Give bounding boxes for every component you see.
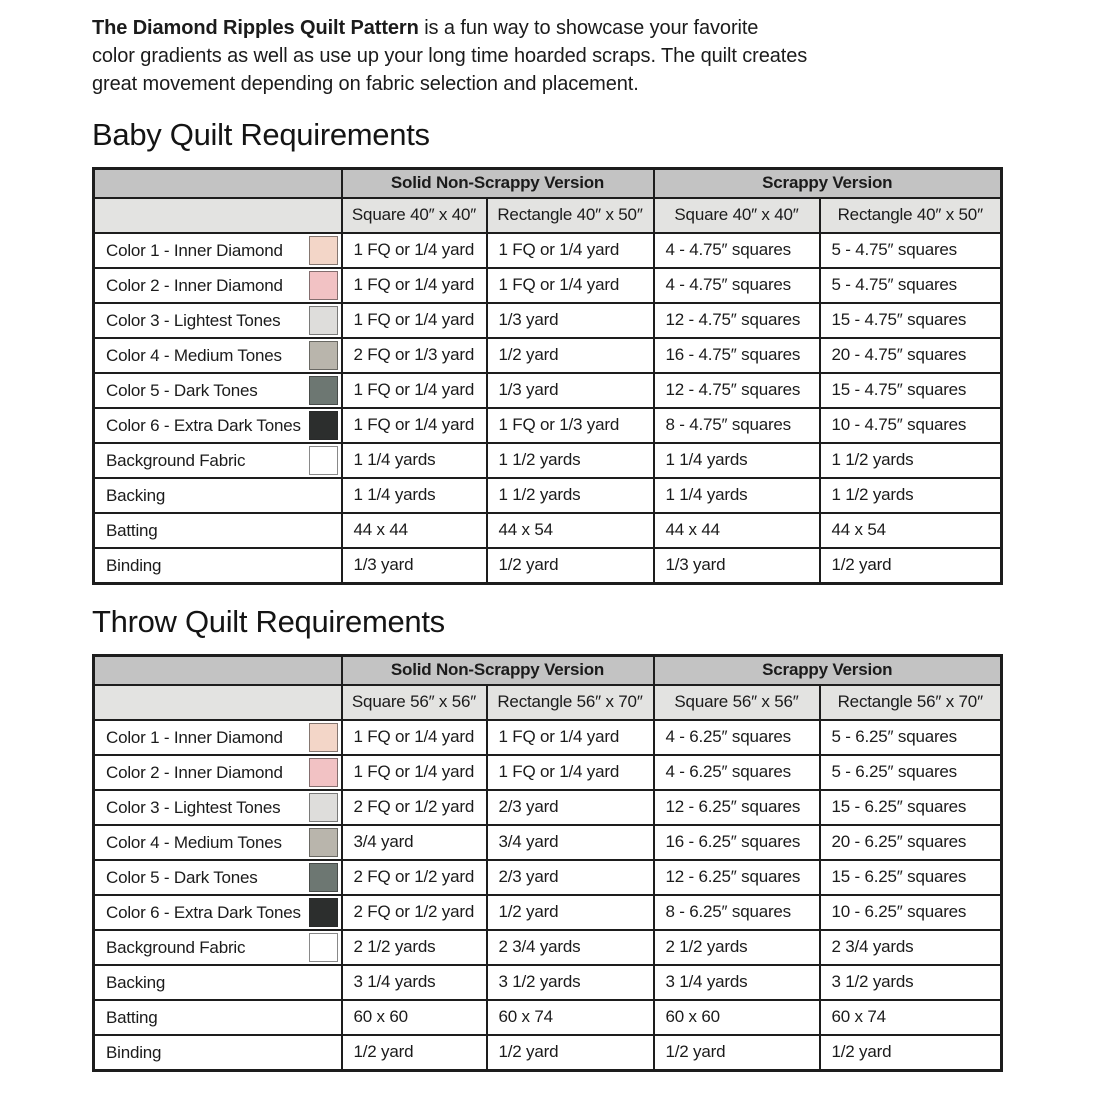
table-row <box>94 478 1002 513</box>
value-cell: 2 FQ or 1/2 yard <box>342 860 487 895</box>
row-label-wrap <box>106 515 338 546</box>
row-label: Backing <box>106 972 166 992</box>
row-label-cell <box>94 513 342 548</box>
value-cell: 1/2 yard <box>820 548 1002 584</box>
quilt-requirements-section <box>92 117 1008 585</box>
value-cell: 15 - 6.25″ squares <box>820 790 1002 825</box>
row-label-cell <box>94 443 342 478</box>
value-cell: 12 - 6.25″ squares <box>654 860 820 895</box>
value-cell: 60 x 74 <box>820 1000 1002 1035</box>
value-cell: 60 x 60 <box>654 1000 820 1035</box>
value-cell: 1/3 yard <box>654 548 820 584</box>
row-label-wrap <box>106 862 338 893</box>
row-label-cell <box>94 755 342 790</box>
value-cell: 2/3 yard <box>487 790 654 825</box>
value-cell: 15 - 4.75″ squares <box>820 303 1002 338</box>
value-cell: 4 - 4.75″ squares <box>654 233 820 268</box>
value-cell: 1/3 yard <box>487 373 654 408</box>
row-label-wrap <box>106 445 338 476</box>
row-label-cell <box>94 233 342 268</box>
fabric-color-swatch <box>309 271 338 300</box>
value-cell: 44 x 44 <box>654 513 820 548</box>
value-cell: 4 - 6.25″ squares <box>654 755 820 790</box>
row-label-cell <box>94 338 342 373</box>
fabric-color-swatch <box>309 376 338 405</box>
value-cell: 1 1/4 yards <box>654 443 820 478</box>
value-cell: 4 - 6.25″ squares <box>654 720 820 755</box>
table-row <box>94 1000 1002 1035</box>
row-label: Background Fabric <box>106 450 246 470</box>
value-cell: 2 1/2 yards <box>342 930 487 965</box>
fabric-color-swatch <box>309 341 338 370</box>
value-cell: 1/2 yard <box>487 895 654 930</box>
value-cell: 1/2 yard <box>487 338 654 373</box>
row-label-cell <box>94 548 342 584</box>
table-row <box>94 443 1002 478</box>
row-label: Binding <box>106 555 162 575</box>
value-cell: 1 FQ or 1/4 yard <box>487 268 654 303</box>
row-label-cell <box>94 965 342 1000</box>
table-row <box>94 720 1002 755</box>
table-row <box>94 233 1002 268</box>
row-label-wrap <box>106 967 338 998</box>
value-cell: 1 FQ or 1/4 yard <box>342 720 487 755</box>
fabric-color-swatch <box>309 933 338 962</box>
row-label-wrap <box>106 305 338 336</box>
section-heading: Throw Quilt Requirements <box>92 604 445 639</box>
value-cell: 2 1/2 yards <box>654 930 820 965</box>
value-cell: 2 FQ or 1/2 yard <box>342 895 487 930</box>
row-label-wrap <box>106 235 338 266</box>
size-column-header: Square 40″ x 40″ <box>654 198 820 233</box>
value-cell: 2 FQ or 1/2 yard <box>342 790 487 825</box>
row-label-cell <box>94 1035 342 1071</box>
size-header-row <box>94 198 1002 233</box>
intro-line1: is a fun way to showcase your favorite <box>418 17 759 39</box>
row-label: Color 2 - Inner Diamond <box>106 762 283 782</box>
size-column-header: Square 40″ x 40″ <box>342 198 487 233</box>
value-cell: 16 - 4.75″ squares <box>654 338 820 373</box>
row-label: Color 2 - Inner Diamond <box>106 275 283 295</box>
intro-line2: color gradients as well as use up your long time hoarded scraps. The quilt creates <box>92 45 808 67</box>
table-row <box>94 790 1002 825</box>
requirements-table <box>92 167 1003 585</box>
row-label-wrap <box>106 550 338 581</box>
value-cell: 1/2 yard <box>487 548 654 584</box>
table-row <box>94 513 1002 548</box>
value-cell: 1 FQ or 1/4 yard <box>342 268 487 303</box>
row-label: Batting <box>106 520 158 540</box>
value-cell: 1 1/2 yards <box>487 443 654 478</box>
section-heading: Baby Quilt Requirements <box>92 117 430 152</box>
value-cell: 1 1/2 yards <box>820 443 1002 478</box>
value-cell: 4 - 4.75″ squares <box>654 268 820 303</box>
value-cell: 1 1/4 yards <box>342 478 487 513</box>
fabric-color-swatch <box>309 723 338 752</box>
value-cell: 1 FQ or 1/4 yard <box>342 755 487 790</box>
row-label: Color 3 - Lightest Tones <box>106 310 281 330</box>
size-column-header: Rectangle 56″ x 70″ <box>820 685 1002 720</box>
value-cell: 12 - 4.75″ squares <box>654 303 820 338</box>
value-cell: 10 - 6.25″ squares <box>820 895 1002 930</box>
value-cell: 1 1/4 yards <box>654 478 820 513</box>
group-header-solid-version: Solid Non-Scrappy Version <box>342 656 654 686</box>
row-label: Background Fabric <box>106 937 246 957</box>
value-cell: 1 1/4 yards <box>342 443 487 478</box>
table-row <box>94 373 1002 408</box>
row-label: Backing <box>106 485 166 505</box>
value-cell: 1 FQ or 1/4 yard <box>342 233 487 268</box>
fabric-color-swatch <box>309 898 338 927</box>
row-label-cell <box>94 790 342 825</box>
value-cell: 1 FQ or 1/4 yard <box>342 408 487 443</box>
value-cell: 1/2 yard <box>342 1035 487 1071</box>
fabric-color-swatch <box>309 446 338 475</box>
row-label-wrap <box>106 1002 338 1033</box>
value-cell: 2 3/4 yards <box>820 930 1002 965</box>
quilt-requirements-section <box>92 604 1008 1072</box>
fabric-color-swatch <box>309 828 338 857</box>
row-label: Color 1 - Inner Diamond <box>106 727 283 747</box>
row-label-cell <box>94 1000 342 1035</box>
table-row <box>94 860 1002 895</box>
size-column-header: Rectangle 40″ x 50″ <box>487 198 654 233</box>
table-row <box>94 965 1002 1000</box>
value-cell: 1/3 yard <box>342 548 487 584</box>
value-cell: 1 FQ or 1/4 yard <box>487 720 654 755</box>
row-label: Color 6 - Extra Dark Tones <box>106 902 301 922</box>
value-cell: 2 FQ or 1/3 yard <box>342 338 487 373</box>
value-cell: 8 - 4.75″ squares <box>654 408 820 443</box>
row-label-cell <box>94 895 342 930</box>
row-label-wrap <box>106 827 338 858</box>
row-label: Color 5 - Dark Tones <box>106 380 258 400</box>
value-cell: 3 1/2 yards <box>487 965 654 1000</box>
row-label-wrap <box>106 897 338 928</box>
row-label-cell <box>94 478 342 513</box>
table-row <box>94 755 1002 790</box>
value-cell: 20 - 6.25″ squares <box>820 825 1002 860</box>
table-row <box>94 895 1002 930</box>
row-label: Binding <box>106 1042 162 1062</box>
row-label-wrap <box>106 757 338 788</box>
size-header-row <box>94 685 1002 720</box>
table-row <box>94 303 1002 338</box>
value-cell: 1 FQ or 1/4 yard <box>487 233 654 268</box>
value-cell: 3/4 yard <box>342 825 487 860</box>
value-cell: 3 1/4 yards <box>342 965 487 1000</box>
row-label-wrap <box>106 480 338 511</box>
value-cell: 44 x 54 <box>820 513 1002 548</box>
value-cell: 3/4 yard <box>487 825 654 860</box>
row-label-cell <box>94 930 342 965</box>
group-header-solid-version: Solid Non-Scrappy Version <box>342 169 654 199</box>
row-label: Batting <box>106 1007 158 1027</box>
row-label-cell <box>94 373 342 408</box>
row-label-cell <box>94 303 342 338</box>
table-row <box>94 268 1002 303</box>
row-label-cell <box>94 268 342 303</box>
value-cell: 3 1/2 yards <box>820 965 1002 1000</box>
value-cell: 2/3 yard <box>487 860 654 895</box>
row-label: Color 1 - Inner Diamond <box>106 240 283 260</box>
value-cell: 12 - 6.25″ squares <box>654 790 820 825</box>
value-cell: 1/2 yard <box>487 1035 654 1071</box>
fabric-color-swatch <box>309 236 338 265</box>
intro-bold-title: The Diamond Ripples Quilt Pattern <box>92 17 419 39</box>
row-label-cell <box>94 825 342 860</box>
row-label-wrap <box>106 340 338 371</box>
value-cell: 12 - 4.75″ squares <box>654 373 820 408</box>
row-label-wrap <box>106 792 338 823</box>
value-cell: 5 - 4.75″ squares <box>820 268 1002 303</box>
value-cell: 1/3 yard <box>487 303 654 338</box>
group-header-row <box>94 169 1002 199</box>
intro-line3: great movement depending on fabric selection and placement. <box>92 73 639 95</box>
fabric-color-swatch <box>309 758 338 787</box>
row-label: Color 4 - Medium Tones <box>106 832 282 852</box>
value-cell: 1 FQ or 1/4 yard <box>342 303 487 338</box>
size-column-header: Rectangle 40″ x 50″ <box>820 198 1002 233</box>
value-cell: 1 1/2 yards <box>820 478 1002 513</box>
value-cell: 5 - 6.25″ squares <box>820 720 1002 755</box>
value-cell: 1/2 yard <box>820 1035 1002 1071</box>
row-label-wrap <box>106 375 338 406</box>
row-label-wrap <box>106 932 338 963</box>
table-row <box>94 408 1002 443</box>
fabric-color-swatch <box>309 411 338 440</box>
corner-cell <box>94 169 342 199</box>
group-header-scrappy-version: Scrappy Version <box>654 169 1002 199</box>
table-row <box>94 1035 1002 1071</box>
row-label-cell <box>94 720 342 755</box>
value-cell: 1/2 yard <box>654 1035 820 1071</box>
row-label: Color 3 - Lightest Tones <box>106 797 281 817</box>
corner-cell <box>94 685 342 720</box>
row-label-wrap <box>106 722 338 753</box>
row-label-wrap <box>106 410 338 441</box>
value-cell: 15 - 4.75″ squares <box>820 373 1002 408</box>
size-column-header: Rectangle 56″ x 70″ <box>487 685 654 720</box>
value-cell: 16 - 6.25″ squares <box>654 825 820 860</box>
row-label: Color 6 - Extra Dark Tones <box>106 415 301 435</box>
intro-paragraph <box>92 14 1008 98</box>
value-cell: 5 - 6.25″ squares <box>820 755 1002 790</box>
value-cell: 1 1/2 yards <box>487 478 654 513</box>
row-label-cell <box>94 860 342 895</box>
fabric-color-swatch <box>309 863 338 892</box>
row-label: Color 5 - Dark Tones <box>106 867 258 887</box>
size-column-header: Square 56″ x 56″ <box>342 685 487 720</box>
value-cell: 44 x 54 <box>487 513 654 548</box>
value-cell: 10 - 4.75″ squares <box>820 408 1002 443</box>
table-row <box>94 930 1002 965</box>
row-label-wrap <box>106 270 338 301</box>
value-cell: 44 x 44 <box>342 513 487 548</box>
fabric-color-swatch <box>309 306 338 335</box>
value-cell: 15 - 6.25″ squares <box>820 860 1002 895</box>
value-cell: 2 3/4 yards <box>487 930 654 965</box>
table-row <box>94 548 1002 584</box>
value-cell: 60 x 74 <box>487 1000 654 1035</box>
table-row <box>94 338 1002 373</box>
value-cell: 1 FQ or 1/4 yard <box>342 373 487 408</box>
value-cell: 5 - 4.75″ squares <box>820 233 1002 268</box>
fabric-color-swatch <box>309 793 338 822</box>
table-row <box>94 825 1002 860</box>
requirements-table <box>92 654 1003 1072</box>
value-cell: 1 FQ or 1/3 yard <box>487 408 654 443</box>
value-cell: 60 x 60 <box>342 1000 487 1035</box>
row-label-cell <box>94 408 342 443</box>
row-label: Color 4 - Medium Tones <box>106 345 282 365</box>
tables-container <box>92 117 1008 1072</box>
corner-cell <box>94 656 342 686</box>
value-cell: 8 - 6.25″ squares <box>654 895 820 930</box>
group-header-row <box>94 656 1002 686</box>
value-cell: 3 1/4 yards <box>654 965 820 1000</box>
group-header-scrappy-version: Scrappy Version <box>654 656 1002 686</box>
row-label-wrap <box>106 1037 338 1068</box>
size-column-header: Square 56″ x 56″ <box>654 685 820 720</box>
value-cell: 1 FQ or 1/4 yard <box>487 755 654 790</box>
corner-cell <box>94 198 342 233</box>
value-cell: 20 - 4.75″ squares <box>820 338 1002 373</box>
